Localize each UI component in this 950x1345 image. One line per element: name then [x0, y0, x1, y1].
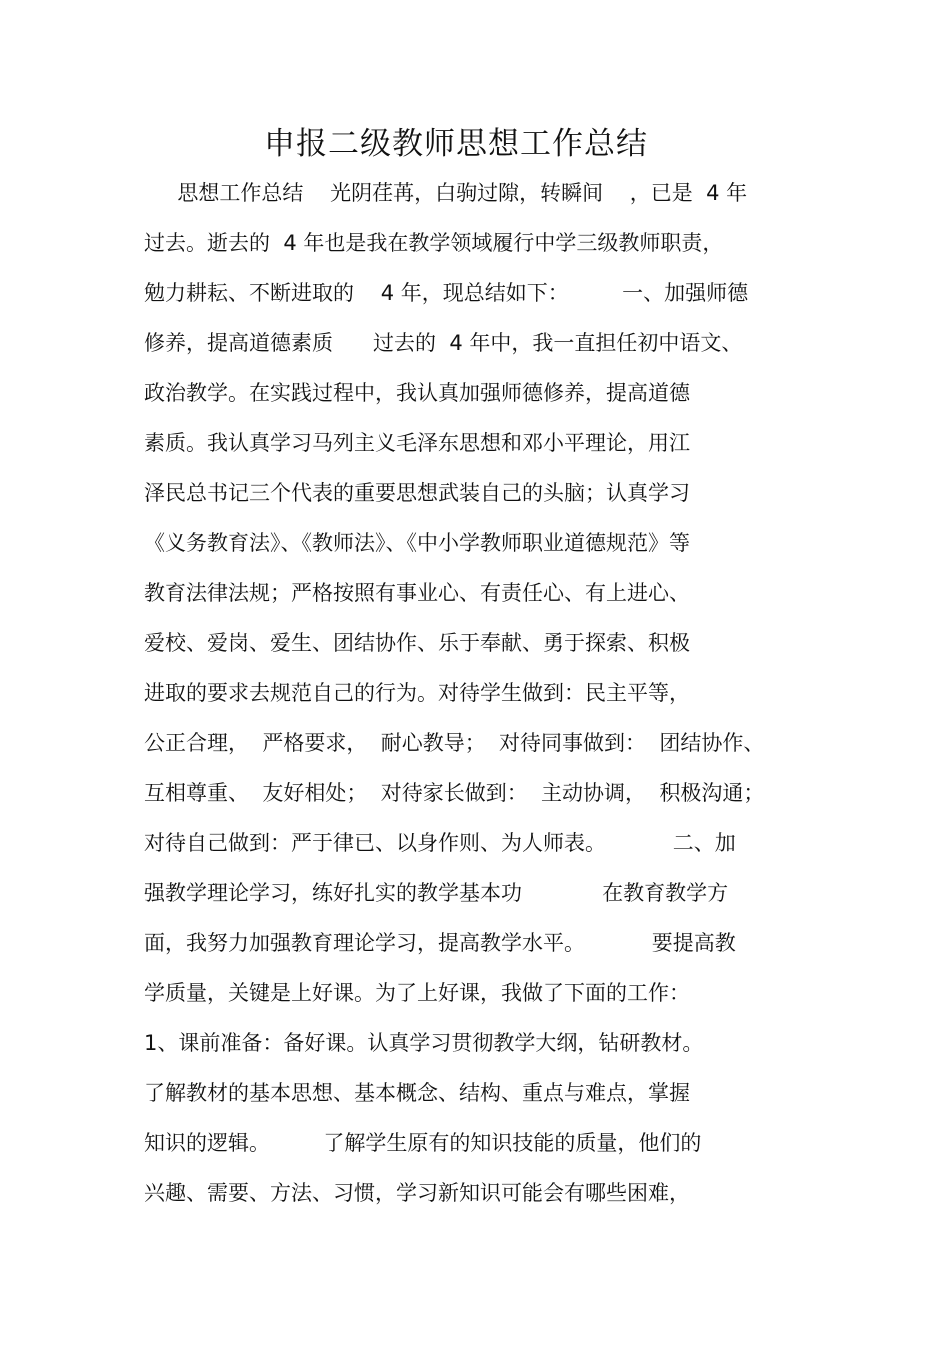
text-line: 修养，提高道德素质 过去的 4 年中，我一直担任初中语文、 — [144, 331, 743, 355]
text-line: 进取的要求去规范自己的行为。对待学生做到：民主平等， — [144, 681, 690, 705]
text-line: 勉力耕耘、不断进取的 4 年，现总结如下： 一、加强师德 — [144, 281, 749, 305]
text-line: 互相尊重、 友好相处； 对待家长做到： 主动协调， 积极沟通； — [144, 781, 765, 805]
text-line: 面，我努力加强教育理论学习，提高教学水平。 要提高教 — [144, 931, 736, 955]
text-line: 过去。逝去的 4 年也是我在教学领域履行中学三级教师职责， — [144, 231, 724, 255]
text-line: 公正合理， 严格要求， 耐心教导； 对待同事做到： 团结协作、 — [144, 731, 765, 755]
document-title: 申报二级教师思想工作总结 — [264, 126, 648, 162]
document-body — [144, 168, 824, 1218]
text-line: 泽民总书记三个代表的重要思想武装自己的头脑；认真学习 — [144, 481, 690, 505]
text-line: 知识的逻辑。 了解学生原有的知识技能的质量，他们的 — [144, 1131, 702, 1155]
text-line: 了解教材的基本思想、基本概念、结构、重点与难点，掌握 — [144, 1081, 690, 1105]
text-line: 对待自己做到：严于律已、以身作则、为人师表。 二、加 — [144, 831, 736, 855]
text-line: 思想工作总结 光阴荏苒，白驹过隙，转瞬间 ，已是 4 年 — [144, 181, 748, 205]
text-line: 《义务教育法》、《教师法》、《中小学教师职业道德规范》等 — [144, 531, 690, 555]
text-line: 学质量，关键是上好课。为了上好课，我做了下面的工作： — [144, 981, 690, 1005]
text-line: 爱校、爱岗、爱生、团结协作、乐于奉献、勇于探索、积极 — [144, 631, 690, 655]
text-line: 兴趣、需要、方法、习惯，学习新知识可能会有哪些困难， — [144, 1181, 690, 1205]
text-line: 强教学理论学习，练好扎实的教学基本功 在教育教学方 — [144, 881, 729, 905]
text-line: 教育法律法规；严格按照有事业心、有责任心、有上进心、 — [144, 581, 690, 605]
text-line: 素质。我认真学习马列主义毛泽东思想和邓小平理论，用江 — [144, 431, 690, 455]
text-line: 1、课前准备：备好课。认真学习贯彻教学大纲，钻研教材。 — [144, 1031, 704, 1055]
text-line: 政治教学。在实践过程中，我认真加强师德修养，提高道德 — [144, 381, 690, 405]
